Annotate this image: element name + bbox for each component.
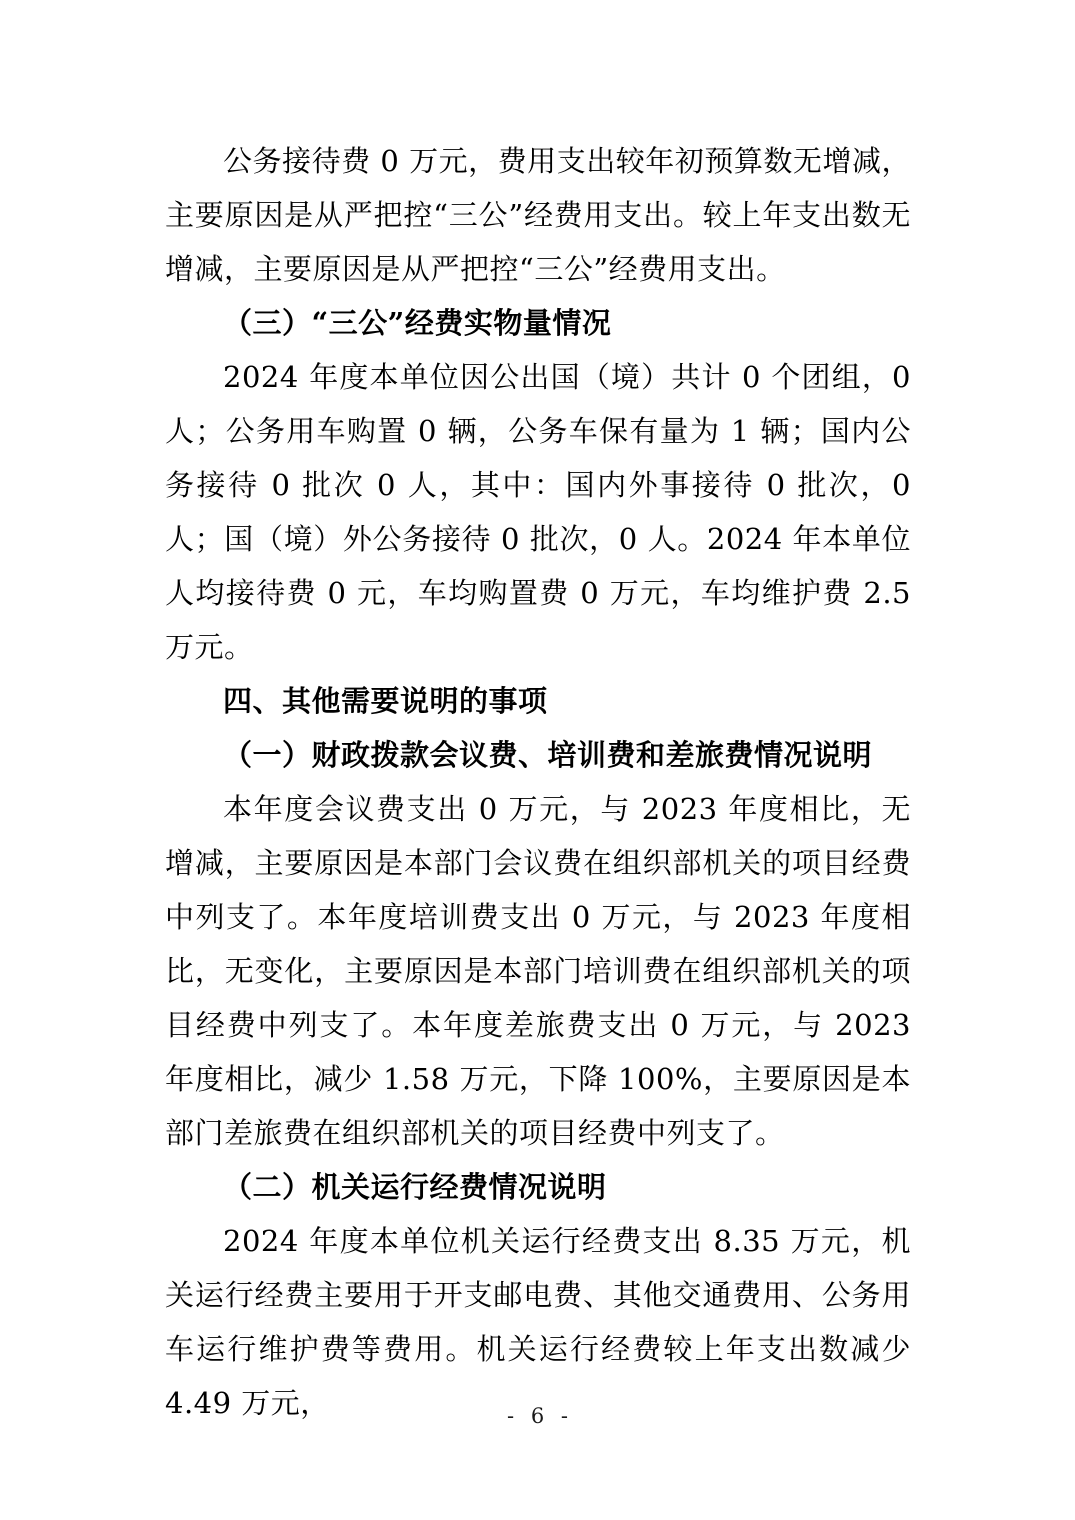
paragraph-official-reception-expense: 公务接待费 0 万元，费用支出较年初预算数无增减，主要原因是从严把控“三公”经费用支出。较上年支出数无增减，主要原因是从严把控“三公”经费用支出。 [165,144,911,286]
heading-section-four-other-matters: 四、其他需要说明的事项 [223,684,548,718]
paragraph-physical-quantity-details: 2024 年度本单位因公出国（境）共计 0 个团组，0 人；公务用车购置 0 辆，公务车保有量为 1 辆；国内公务接待 0 批次 0 人，其中：国内外事接待 0 批次，0 人；国（境）外公务接待 0 批次，0 人。2024 年本单位人均接待费 0 元，车均购置费 0 万元，车均维护费 2.5 万元。 [165,360,911,664]
heading-agency-operating-funds: （二）机关运行经费情况说明 [223,1170,607,1204]
document-body [165,134,911,1430]
heading-meeting-training-travel-fees: （一）财政拨款会议费、培训费和差旅费情况说明 [223,738,873,772]
page-number: - 6 - [507,1404,573,1428]
paragraph-agency-operating-details: 2024 年度本单位机关运行经费支出 8.35 万元，机关运行经费主要用于开支邮电费、其他交通费用、公务用车运行维护费等费用。机关运行经费较上年支出数减少 4.49 万元， [165,1224,911,1420]
heading-three-public-physical-quantity: （三）“三公”经费实物量情况 [223,306,612,340]
paragraph-meeting-training-travel-details: 本年度会议费支出 0 万元，与 2023 年度相比，无增减，主要原因是本部门会议费在组织部机关的项目经费中列支了。本年度培训费支出 0 万元，与 2023 年度相比，无变化，主要原因是本部门培训费在组织部机关的项目经费中列支了。本年度差旅费支出 0 万元，与 2023 年度相比，减少 1.58 万元，下降 100%，主要原因是本部门差旅费在组织部机关的项目经费中列支了。 [165,792,911,1150]
